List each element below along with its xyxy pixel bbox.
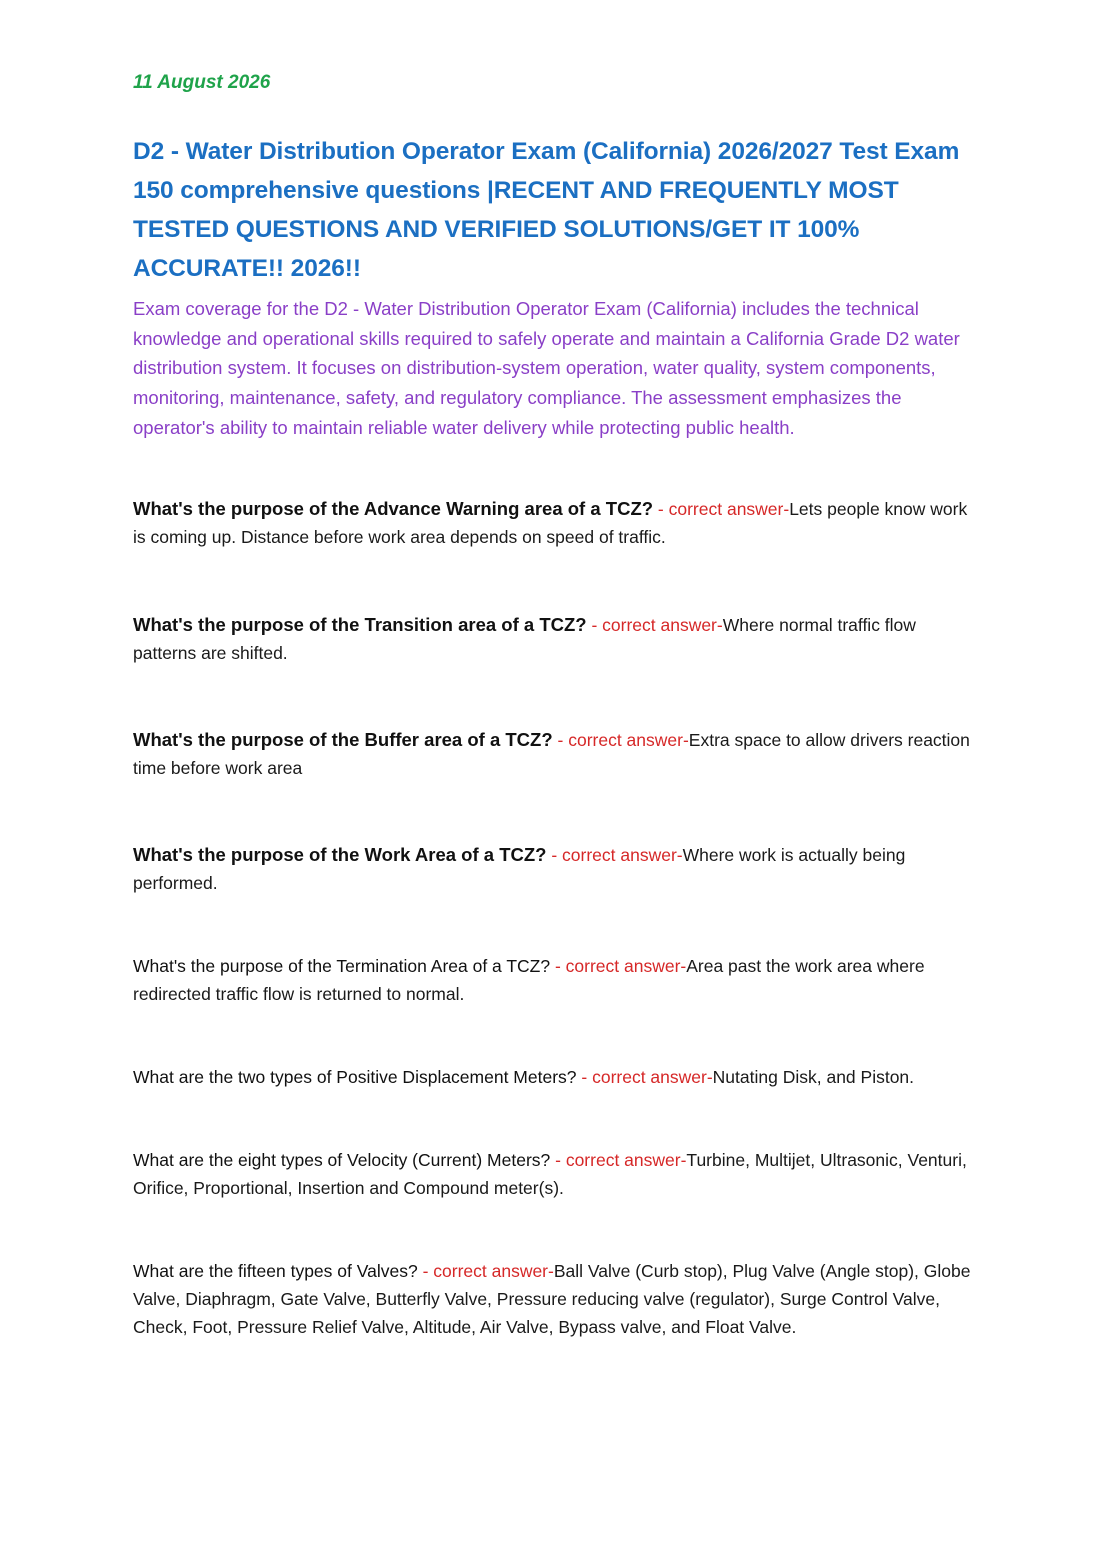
document-date: 11 August 2026 — [133, 72, 271, 93]
qa-item — [133, 1146, 978, 1202]
qa-item — [133, 726, 978, 782]
correct-answer-marker: - correct answer- — [552, 729, 689, 750]
question-text: What's the purpose of the Termination Area of a TCZ? — [133, 955, 551, 976]
correct-answer-marker: - correct answer- — [550, 1149, 687, 1170]
exam-coverage-intro: Exam coverage for the D2 - Water Distribution Operator Exam (California) includes the technical knowledge and operational skills required to safely operate and maintain a California Grade D2 water distribution system. It focuses on distribution-system operation, water quality, system components, monitoring, maintenance, safety, and regulatory compliance. The assessment emphasizes the operator's ability to maintain reliable water delivery while protecting public health. — [133, 298, 960, 438]
answer-text: Ball Valve (Curb stop), Plug Valve (Angle stop), Globe Valve, Diaphragm, Gate Valve, Butterfly Valve, Pressure reducing valve (regulator), Surge Control Valve, Check, Foot, Pressure Relief Valve, Altitude, Air Valve, Bypass valve, and Float Valve. — [133, 1260, 971, 1337]
answer-text: Lets people know work is coming up. Distance before work area depends on speed of traffic. — [133, 498, 968, 547]
correct-answer-marker: - correct answer- — [546, 844, 683, 865]
question-text: What's the purpose of the Buffer area of a TCZ? — [133, 728, 553, 750]
document-page — [133, 70, 978, 1341]
answer-text: Where normal traffic flow patterns are shifted. — [133, 614, 916, 663]
qa-item — [133, 611, 978, 667]
question-text: What are the fifteen types of Valves? — [133, 1260, 418, 1281]
document-title: D2 - Water Distribution Operator Exam (California) 2026/2027 Test Exam 150 comprehensive questions |RECENT AND FREQUENTLY MOST TESTED QUESTIONS AND VERIFIED SOLUTIONS/GET IT 100% ACCURATE!! 2026!! — [133, 138, 960, 282]
qa-item — [133, 1063, 978, 1091]
correct-answer-marker: - correct answer- — [417, 1260, 554, 1281]
answer-text: Nutating Disk, and Piston. — [712, 1066, 915, 1087]
question-text: What's the purpose of the Advance Warning area of a TCZ? — [133, 497, 654, 519]
answer-text: Area past the work area where redirected traffic flow is returned to normal. — [133, 955, 925, 1004]
answer-text: Where work is actually being performed. — [133, 844, 906, 893]
answer-text: Turbine, Multijet, Ultrasonic, Venturi, Orifice, Proportional, Insertion and Compound meter(s). — [133, 1149, 967, 1198]
correct-answer-marker: - correct answer- — [550, 955, 687, 976]
qa-item — [133, 952, 978, 1008]
correct-answer-marker: - correct answer- — [586, 614, 723, 635]
correct-answer-marker: - correct answer- — [576, 1066, 713, 1087]
answer-text: Extra space to allow drivers reaction time before work area — [133, 729, 970, 778]
correct-answer-marker: - correct answer- — [653, 498, 790, 519]
qa-item — [133, 1257, 978, 1341]
question-text: What are the two types of Positive Displacement Meters? — [133, 1066, 577, 1087]
question-text: What's the purpose of the Transition area of a TCZ? — [133, 613, 587, 635]
question-text: What are the eight types of Velocity (Current) Meters? — [133, 1149, 551, 1170]
qa-item — [133, 841, 978, 897]
question-text: What's the purpose of the Work Area of a TCZ? — [133, 843, 547, 865]
qa-item — [133, 495, 978, 551]
